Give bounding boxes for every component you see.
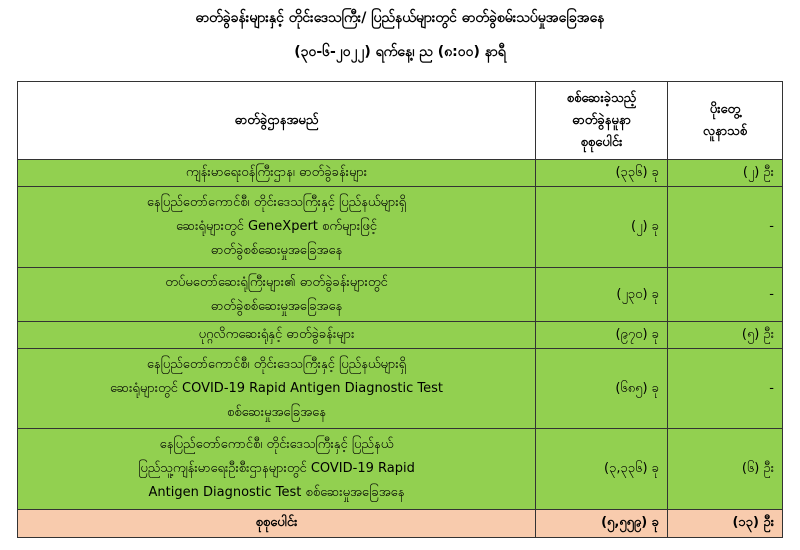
lab-name-line: Antigen Diagnostic Test စစ်ဆေးမှုအခြေအနေ xyxy=(148,485,405,500)
header-positive-line: လူနာသစ် xyxy=(702,123,748,139)
lab-name-line: ဆေးရုံများတွင် GeneXpert စက်များဖြင့် xyxy=(175,219,378,234)
table-row xyxy=(18,429,783,510)
sample-count-cell: (၆၈၅) ခု xyxy=(536,349,668,429)
header-count-line: စစ်ဆေးခဲ့သည့် xyxy=(566,90,637,106)
table-row xyxy=(18,187,783,268)
positive-cell: - xyxy=(668,268,783,322)
lab-testing-table xyxy=(17,81,783,538)
lab-name-line: နေပြည်တော်ကောင်စီ၊ တိုင်းဒေသကြီးနှင့် ပြည်နယ်များရှိ xyxy=(146,356,407,372)
lab-name-line: ပုဂ္ဂလိကဆေးရုံနှင့် ဓာတ်ခွဲခန်းများ xyxy=(198,327,355,342)
lab-name-cell xyxy=(18,187,536,268)
total-label: စုစုပေါင်း xyxy=(18,510,536,538)
lab-name-cell xyxy=(18,160,536,187)
positive-cell: (၂) ဦး xyxy=(668,160,783,187)
lab-name-line: ကျန်းမာရေးဝန်ကြီးဌာန၊ ဓာတ်ခွဲခန်းများ xyxy=(185,165,368,180)
lab-name-line: စစ်ဆေးမှုအခြေအနေ xyxy=(227,404,326,420)
header-count-line: ဓာတ်ခွဲနမူနာ xyxy=(572,112,631,128)
positive-cell: - xyxy=(668,187,783,268)
lab-name-line: တပ်မတော်ဆေးရုံကြီးများ၏ ဓာတ်ခွဲခန်းများတွင် xyxy=(165,274,388,290)
table-row xyxy=(18,349,783,429)
sample-count-cell: (၂၃၀) ခု xyxy=(536,268,668,322)
table-row xyxy=(18,160,783,187)
lab-name-line: ဆေးရုံများတွင် COVID-19 Rapid Antigen Diagnostic Test xyxy=(109,380,444,396)
table-row xyxy=(18,268,783,322)
positive-cell: (၆) ဦး xyxy=(668,429,783,510)
lab-name-line: ဓာတ်ခွဲစစ်ဆေးမှုအခြေအနေ xyxy=(210,298,343,314)
sample-count-cell: (၃,၃၃၆) ခု xyxy=(536,429,668,510)
header-sample-count xyxy=(536,82,668,160)
lab-name-cell xyxy=(18,349,536,429)
lab-name-line: နေပြည်တော်ကောင်စီ၊ တိုင်းဒေသကြီးနှင့် ပြည်နယ် xyxy=(159,437,394,452)
sample-count-cell: (၃၃၆) ခု xyxy=(536,160,668,187)
header-count-line: စုစုပေါင်း xyxy=(580,134,623,150)
lab-name-cell xyxy=(18,429,536,510)
lab-name-cell xyxy=(18,322,536,349)
header-lab-name: ဓာတ်ခွဲဌာနအမည် xyxy=(18,82,536,160)
report-datetime: (၃၀-၆-၂၀၂၂) ရက်နေ့၊ ည (၈:၀၀) နာရီ xyxy=(294,44,506,60)
positive-cell: (၅) ဦး xyxy=(668,322,783,349)
total-row xyxy=(18,510,783,538)
sample-count-cell: (၉၇၀) ခု xyxy=(536,322,668,349)
lab-name-line: ဓာတ်ခွဲစစ်ဆေးမှုအခြေအနေ xyxy=(210,243,343,258)
sample-count-cell: (၂) ခု xyxy=(536,187,668,268)
lab-name-cell xyxy=(18,268,536,322)
total-positive: (၁၃) ဦး xyxy=(668,510,783,538)
lab-name-line: ပြည်သူ့ကျန်းမာရေးဦးစီးဌာနများတွင် COVID-19 Rapid xyxy=(138,461,415,476)
header-new-positive xyxy=(668,82,783,160)
positive-cell: - xyxy=(668,349,783,429)
total-sample-count: (၅,၅၅၉) ခု xyxy=(536,510,668,538)
lab-name-line: နေပြည်တော်ကောင်စီ၊ တိုင်းဒေသကြီးနှင့် ပြည်နယ်များရှိ xyxy=(146,195,407,210)
header-positive-line: ပိုးတွေ့ xyxy=(709,101,741,117)
table-row xyxy=(18,322,783,349)
report-title: ဓာတ်ခွဲခန်းများနှင့် တိုင်းဒေသကြီး/ ပြည်နယ်များတွင် ဓာတ်ခွဲစမ်းသပ်မှုအခြေအနေ xyxy=(195,10,605,26)
